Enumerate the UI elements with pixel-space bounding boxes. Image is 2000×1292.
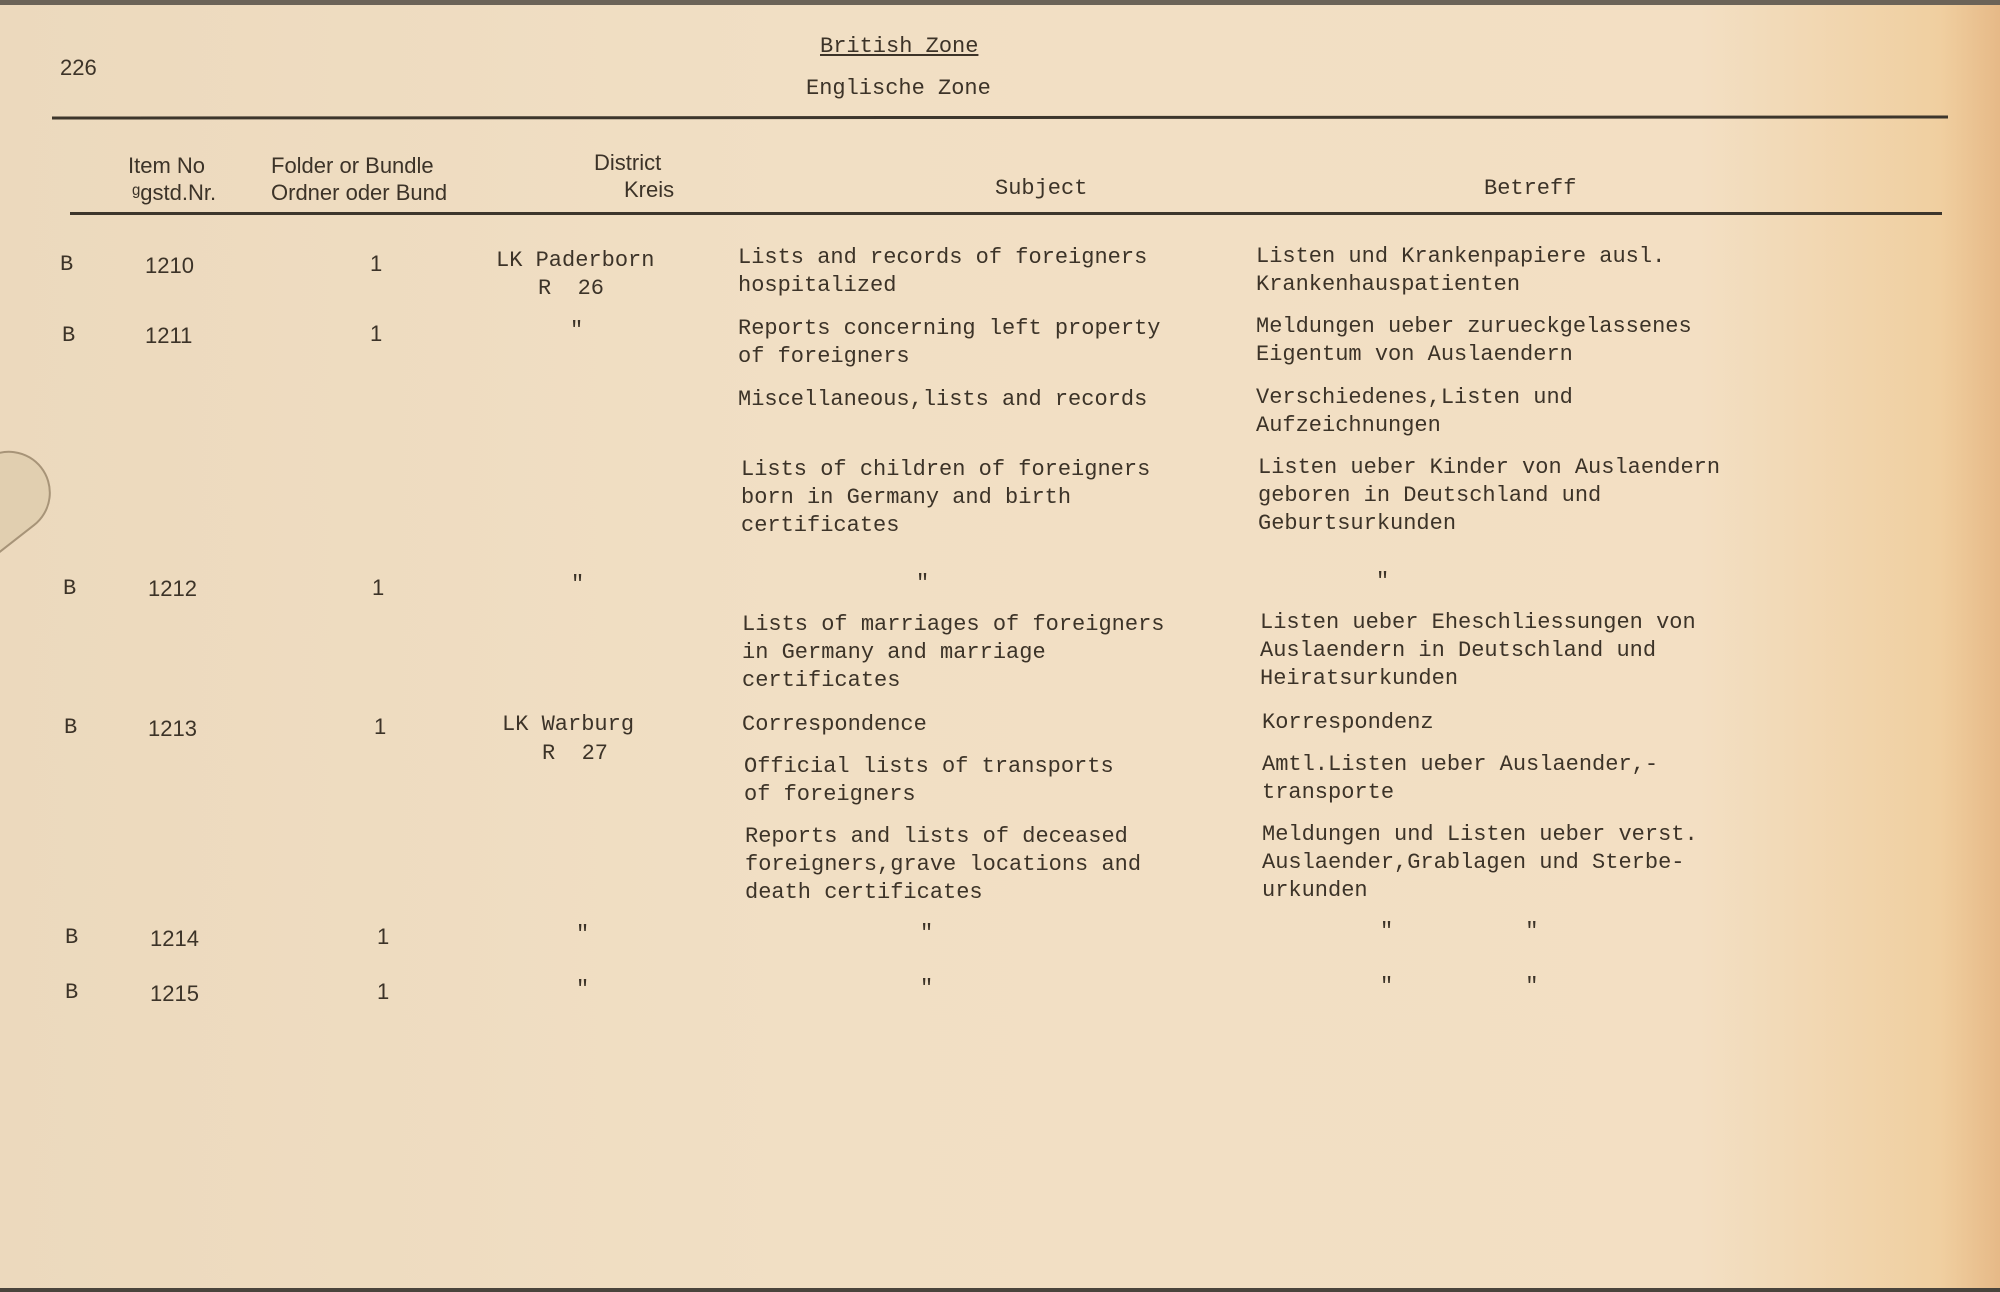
- subject-ditto: ": [916, 571, 930, 596]
- subject-ditto: ": [920, 921, 934, 946]
- row-prefix: B: [65, 980, 79, 1005]
- district-name: LK Paderborn: [496, 248, 655, 273]
- row-prefix: B: [65, 925, 79, 950]
- folder-count: 1: [372, 575, 385, 600]
- betreff-entry: Listen ueber Kinder von Auslaendern geboren in Deutschland und Geburtsurkunden: [1258, 455, 1721, 536]
- betreff-entry: Meldungen ueber zurueckgelassenes Eigentum von Auslaendern: [1256, 314, 1692, 367]
- header-rule-top: [52, 116, 1948, 120]
- district-ditto: ": [576, 922, 590, 947]
- col-folder-en: Folder or Bundle: [271, 153, 434, 178]
- district-ditto: ": [571, 572, 585, 597]
- betreff-ditto: " ": [1380, 919, 1539, 944]
- folder-count: 1: [377, 924, 390, 949]
- subject-entry: Miscellaneous,lists and records: [738, 387, 1148, 412]
- col-subject: Subject: [995, 176, 1088, 201]
- header-rule-bottom: [70, 212, 1942, 215]
- betreff-ditto: ": [1376, 569, 1390, 594]
- page-number: 226: [60, 55, 97, 80]
- district-code: R 27: [542, 741, 609, 766]
- col-folder-de: Ordner oder Bund: [271, 180, 448, 205]
- col-district-de: Kreis: [624, 177, 675, 202]
- row-prefix: B: [60, 252, 74, 277]
- row-prefix: B: [63, 576, 77, 601]
- betreff-entry: Listen ueber Eheschliessungen von Auslaendern in Deutschland und Heiratsurkunden: [1260, 610, 1696, 691]
- subject-ditto: ": [920, 976, 934, 1001]
- betreff-entry: Amtl.Listen ueber Auslaender,- transporte: [1262, 752, 1659, 805]
- subject-entry: Lists of marriages of foreigners in Germany and marriage certificates: [742, 612, 1165, 693]
- subject-entry: Reports concerning left property of foreigners: [738, 316, 1161, 369]
- binder-tab: [0, 434, 68, 570]
- district-name: LK Warburg: [502, 712, 635, 737]
- subject-entry: Reports and lists of deceased foreigners,grave locations and death certificates: [745, 824, 1142, 905]
- col-item-no-de: ᵍgstd.Nr.: [132, 180, 217, 205]
- folder-count: 1: [370, 251, 383, 276]
- district-code: R 26: [538, 276, 605, 301]
- district-ditto: ": [570, 318, 584, 343]
- betreff-entry: Meldungen und Listen ueber verst. Auslaender,Grablagen und Sterbe- urkunden: [1262, 822, 1698, 903]
- row-prefix: B: [64, 715, 78, 740]
- col-betreff: Betreff: [1484, 176, 1577, 201]
- item-number: 1213: [148, 716, 197, 741]
- betreff-ditto: " ": [1380, 974, 1539, 999]
- item-number: 1211: [145, 323, 193, 348]
- scan-bottom-edge: [0, 1288, 2000, 1292]
- scan-top-edge: [0, 0, 2000, 5]
- item-number: 1210: [145, 253, 194, 278]
- page-subtitle: Englische Zone: [806, 76, 991, 101]
- row-prefix: B: [62, 323, 76, 348]
- folder-count: 1: [377, 979, 390, 1004]
- folder-count: 1: [374, 714, 387, 739]
- folder-count: 1: [370, 321, 383, 346]
- subject-entry: Lists and records of foreigners hospitalized: [738, 245, 1148, 298]
- betreff-entry: Listen und Krankenpapiere ausl. Krankenhauspatienten: [1256, 244, 1666, 297]
- col-item-no-en: Item No: [128, 153, 206, 178]
- subject-entry: Official lists of transports of foreigners: [744, 754, 1114, 807]
- subject-entry: Lists of children of foreigners born in Germany and birth certificates: [741, 457, 1151, 538]
- col-district-en: District: [594, 150, 662, 175]
- betreff-entry: Korrespondenz: [1262, 710, 1434, 735]
- betreff-entry: Verschiedenes,Listen und Aufzeichnungen: [1256, 385, 1573, 438]
- item-number: 1215: [150, 981, 199, 1006]
- item-number: 1214: [150, 926, 199, 951]
- district-ditto: ": [576, 977, 590, 1002]
- item-number: 1212: [148, 576, 197, 601]
- subject-entry: Correspondence: [742, 712, 927, 737]
- page-title: British Zone: [820, 34, 979, 59]
